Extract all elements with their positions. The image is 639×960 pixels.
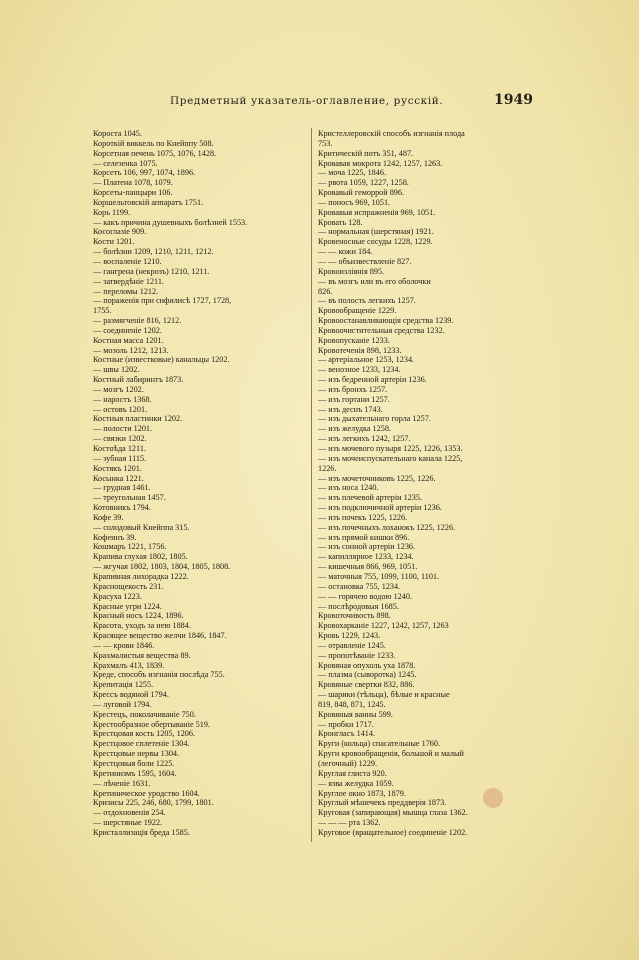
- index-entry: Красуха 1223.: [93, 591, 142, 601]
- index-entry: Кровоочистительныя средства 1232.: [318, 325, 445, 335]
- index-entry: — — крови 1846.: [93, 640, 155, 650]
- index-entry: — затвердѣніе 1211.: [93, 276, 164, 286]
- index-entry: Крапивная лихорадка 1222.: [93, 571, 189, 581]
- index-entry: — луговой 1794.: [93, 699, 152, 709]
- index-column-right: [318, 129, 530, 838]
- index-entry: — болѣзни 1209, 1210, 1211, 1212.: [93, 247, 214, 257]
- index-entry: Круглый мѣшечекъ преддверія 1873.: [318, 798, 447, 808]
- index-entry: — изъ желудка 1258.: [318, 424, 391, 434]
- index-entry: 1755.: [93, 306, 112, 316]
- index-entry: Кретинизмъ 1595, 1604.: [93, 768, 177, 778]
- index-entry: — изъ почекъ 1225, 1226.: [318, 512, 408, 522]
- index-entry: Кровообращеніе 1229.: [318, 306, 397, 316]
- index-entry: — грудная 1461.: [93, 483, 151, 493]
- index-entry: Кровохарканіе 1227, 1242, 1257, 1263: [318, 621, 449, 631]
- running-header: Предметный указатель-оглавление, русскій.: [170, 95, 444, 107]
- index-entry: Круглое окно 1873, 1879.: [318, 788, 406, 798]
- index-entry: — послѣродовыя 1685.: [318, 601, 399, 611]
- index-entry: — капиллярное 1233, 1234.: [318, 552, 414, 562]
- index-entry: — изъ легкихъ 1242, 1257.: [318, 434, 411, 444]
- index-entry: — — кожи 184.: [318, 247, 373, 257]
- index-entry: Круги (кольца) спасательные 1760.: [318, 739, 441, 749]
- index-entry: Крестцовые нервы 1304.: [93, 749, 180, 759]
- index-entry: 753.: [318, 138, 333, 148]
- index-entry: Костный лабиринтъ 1873.: [93, 375, 184, 385]
- index-entry: Костная масса 1201.: [93, 335, 164, 345]
- index-entry: — воспаленіе 1210.: [93, 256, 162, 266]
- index-entry: Красота, уходъ за нею 1884.: [93, 621, 191, 631]
- index-entry: — размягченіе 816, 1212.: [93, 316, 182, 326]
- index-entry: Костныя пластинки 1202.: [93, 414, 183, 424]
- index-entry: Крестцовыя боли 1225.: [93, 759, 175, 768]
- index-entry: Круговая (запирающая) мышца глаза 1362.: [318, 808, 468, 818]
- index-entry: — зубная 1115.: [93, 453, 147, 463]
- index-entry: — жгучая 1802, 1803, 1804, 1805, 1808.: [93, 562, 231, 572]
- index-entry: — лѣченіе 1631.: [93, 778, 151, 788]
- index-entry: Кровоостанавливающія средства 1239.: [318, 316, 454, 326]
- index-entry: — пробки 1717.: [318, 719, 374, 729]
- index-entry: Краснощекость 231.: [93, 581, 164, 591]
- index-entry: — мозгъ 1202.: [93, 384, 144, 394]
- index-entry: — изъ сонной артеріи 1236.: [318, 542, 416, 552]
- index-entry: — — горячею водою 1240.: [318, 591, 413, 601]
- index-entry: Красный носъ 1224, 1896.: [93, 611, 184, 621]
- index-entry: Кровотеченія 898, 1233.: [318, 345, 402, 355]
- index-entry: — селезенка 1075.: [93, 158, 158, 168]
- index-entry: Критическій потъ 351, 487.: [318, 148, 414, 158]
- index-entry: — кишечныя 866, 969, 1051.: [318, 562, 418, 572]
- index-entry: Кровоизліянія 895.: [318, 266, 385, 276]
- index-entry: Крестецъ, поколачиваніе 750.: [93, 709, 196, 719]
- index-entry: — переломы 1212.: [93, 286, 159, 296]
- index-entry: — изъ носа 1240.: [318, 483, 379, 493]
- index-entry: — рвота 1059, 1227, 1258.: [318, 178, 409, 188]
- index-entry: — плазма (сыворотка) 1245.: [318, 670, 417, 680]
- index-entry: — въ полость легкихъ 1257.: [318, 296, 416, 306]
- index-entry: Корсетная печень 1075, 1076, 1428.: [93, 148, 217, 158]
- index-entry: Крестообразное обертываніе 519.: [93, 719, 210, 729]
- index-entry: Крессъ водяной 1794.: [93, 690, 169, 700]
- index-entry: — артеріальное 1253, 1234.: [318, 355, 415, 365]
- index-entry: Кофе 39.: [93, 512, 124, 522]
- index-entry: Крепитація 1255.: [93, 680, 154, 690]
- index-entry: — какъ причина душевныхъ болѣзней 1553.: [93, 217, 248, 227]
- index-entry: Кристеллеровскій способъ изгнанія плода: [318, 129, 465, 138]
- index-entry: Красные угри 1224.: [93, 601, 162, 611]
- index-entry: Кровопусканіе 1233.: [318, 335, 390, 345]
- index-entry: — изъ мочеточниковъ 1225, 1226.: [318, 473, 436, 483]
- index-entry: Костные (известковые) канальцы 1202.: [93, 355, 230, 365]
- index-entry: Кошмаръ 1221, 1756.: [93, 542, 167, 552]
- index-entry: — поносъ 969, 1051.: [318, 197, 391, 207]
- index-entry: Кронгласъ 1414.: [318, 729, 376, 739]
- index-entry: — — объизвествленіе 827.: [318, 256, 412, 266]
- index-entry: — соединеніе 1202.: [93, 325, 162, 335]
- page-number: 1949: [494, 92, 533, 108]
- index-entry: — венозное 1233, 1234.: [318, 365, 401, 375]
- index-entry: — гангрена (некрозъ) 1210, 1211.: [93, 266, 210, 276]
- index-entry: Крестцовое сплетеніе 1304.: [93, 739, 190, 749]
- index-entry: — — — рта 1362.: [318, 818, 381, 828]
- index-entry: — полости 1201.: [93, 424, 153, 434]
- index-entry: Коршельтовскій аппаратъ 1751.: [93, 197, 204, 207]
- index-entry: — изъ плечевой артеріи 1235.: [318, 493, 423, 503]
- index-entry: — изъ гортани 1257.: [318, 394, 390, 404]
- index-entry: Костякъ 1201.: [93, 463, 142, 473]
- index-entry: — наростъ 1368.: [93, 394, 152, 404]
- index-entry: Кровеносные сосуды 1228, 1229.: [318, 237, 433, 247]
- index-entry: Корсетъ 106, 997, 1074, 1896.: [93, 168, 196, 178]
- index-entry: Кровяные свертки 832, 886.: [318, 680, 415, 690]
- index-entry: Кости 1201.: [93, 237, 135, 247]
- index-entry: Косоглазіе 909.: [93, 227, 147, 237]
- index-entry: Круговое (вращательное) соединеніе 1202.: [318, 827, 468, 837]
- index-entry: — солодовый Кнейппа 315.: [93, 522, 190, 532]
- index-entry: — изъ бедренной артеріи 1236.: [318, 375, 427, 385]
- index-entry: — изъ подключичной артеріи 1236.: [318, 503, 442, 513]
- index-entry: Кровавый геморрой 896.: [318, 188, 405, 198]
- index-entry: Круглая глиста 920.: [318, 768, 387, 778]
- index-entry: — изъ прямой кишки 896.: [318, 532, 410, 542]
- index-entry: Косынка 1221.: [93, 473, 144, 483]
- index-entry: Крапива глухая 1802, 1805.: [93, 552, 188, 562]
- index-entry: Кровь 1229, 1243.: [318, 631, 381, 641]
- index-entry: — швы 1202.: [93, 365, 140, 375]
- index-entry: — моча 1225, 1846.: [318, 168, 386, 178]
- index-entry: — изъ почечныхъ лоханокъ 1225, 1226.: [318, 522, 456, 532]
- index-entry: — остановка 755, 1234.: [318, 581, 401, 591]
- index-entry: — изъ мочевого пузыря 1225, 1226, 1353.: [318, 444, 463, 453]
- index-entry: — пропотѣваніе 1233.: [318, 650, 396, 660]
- index-entry: Крестцовая кость 1205, 1206.: [93, 729, 196, 739]
- index-entry: Крахмалъ 413, 1839.: [93, 660, 165, 670]
- index-entry: Красящее вещество желчи 1846, 1847.: [93, 631, 227, 641]
- index-entry: — изъ деснъ 1743.: [318, 404, 383, 414]
- page-stain: [483, 788, 503, 808]
- index-entry: Корь 1199.: [93, 207, 131, 217]
- index-entry: Кретиническое уродство 1604.: [93, 788, 200, 798]
- index-column-left: [93, 129, 305, 838]
- index-entry: — остовъ 1201.: [93, 404, 148, 414]
- index-entry: 1226.: [318, 463, 337, 473]
- index-entry: 826.: [318, 286, 333, 296]
- index-entry: — язва желудка 1059.: [318, 778, 394, 788]
- index-entry: — Платена 1078, 1079.: [93, 178, 173, 188]
- index-entry: — нормальная (шерстяная) 1921.: [318, 227, 434, 237]
- index-entry: — пораженія при сифилисѣ 1727, 1728,: [93, 296, 232, 306]
- index-entry: Круги кровообращенія, большой и малый: [318, 749, 464, 759]
- index-entry: — изъ бронхъ 1257.: [318, 384, 388, 394]
- index-entry: — связки 1202.: [93, 434, 147, 444]
- index-entry: Кровавая мокрота 1242, 1257, 1263.: [318, 158, 443, 168]
- index-entry: Кровяныя ванны 599.: [318, 709, 393, 719]
- index-entry: Короста 1045.: [93, 129, 142, 138]
- index-entry: Костоѣда 1211.: [93, 444, 146, 453]
- index-entry: Котовникъ 1794.: [93, 503, 151, 513]
- index-entry: Кровяная опухоль уха 1878.: [318, 660, 416, 670]
- index-entry: — изъ дыхательнаго горла 1257.: [318, 414, 431, 424]
- index-entry: 819, 848, 871, 1245.: [318, 699, 386, 709]
- index-entry: Креде, способъ изгнанія послѣда 755.: [93, 670, 225, 680]
- index-entry: Корсеты-панцыри 106.: [93, 188, 173, 198]
- index-entry: Короткій виккель по Кнейппу 508.: [93, 138, 214, 148]
- index-entry: Кризисы 225, 246, 680, 1799, 1801.: [93, 798, 214, 808]
- index-entry: Кровавыя испражненія 969, 1051.: [318, 207, 436, 217]
- index-entry: (легочный) 1229.: [318, 759, 378, 768]
- index-entry: Кристаллизація бреда 1585.: [93, 827, 190, 837]
- index-entry: — отравленіе 1245.: [318, 640, 386, 650]
- column-divider: [311, 128, 312, 842]
- index-entry: — шерстяные 1922.: [93, 818, 163, 828]
- index-entry: Кофеинъ 39.: [93, 532, 137, 542]
- index-entry: — отдохновенія 254.: [93, 808, 166, 818]
- index-entry: Крахмалистыя вещества 89.: [93, 650, 191, 660]
- index-entry: — шарики (тѣльца), бѣлые и красные: [318, 690, 450, 700]
- index-entry: — мозоль 1212, 1213.: [93, 345, 169, 355]
- index-entry: Кровать 128.: [318, 217, 363, 227]
- index-entry: — въ мозгъ или въ его оболочки: [318, 276, 431, 286]
- index-entry: — изъ мочеиспускательнаго канала 1225,: [318, 453, 463, 463]
- index-entry: — маточныя 755, 1099, 1100, 1101.: [318, 571, 440, 581]
- index-entry: Кровоточивость 898.: [318, 611, 391, 621]
- index-entry: — треугольная 1457.: [93, 493, 166, 503]
